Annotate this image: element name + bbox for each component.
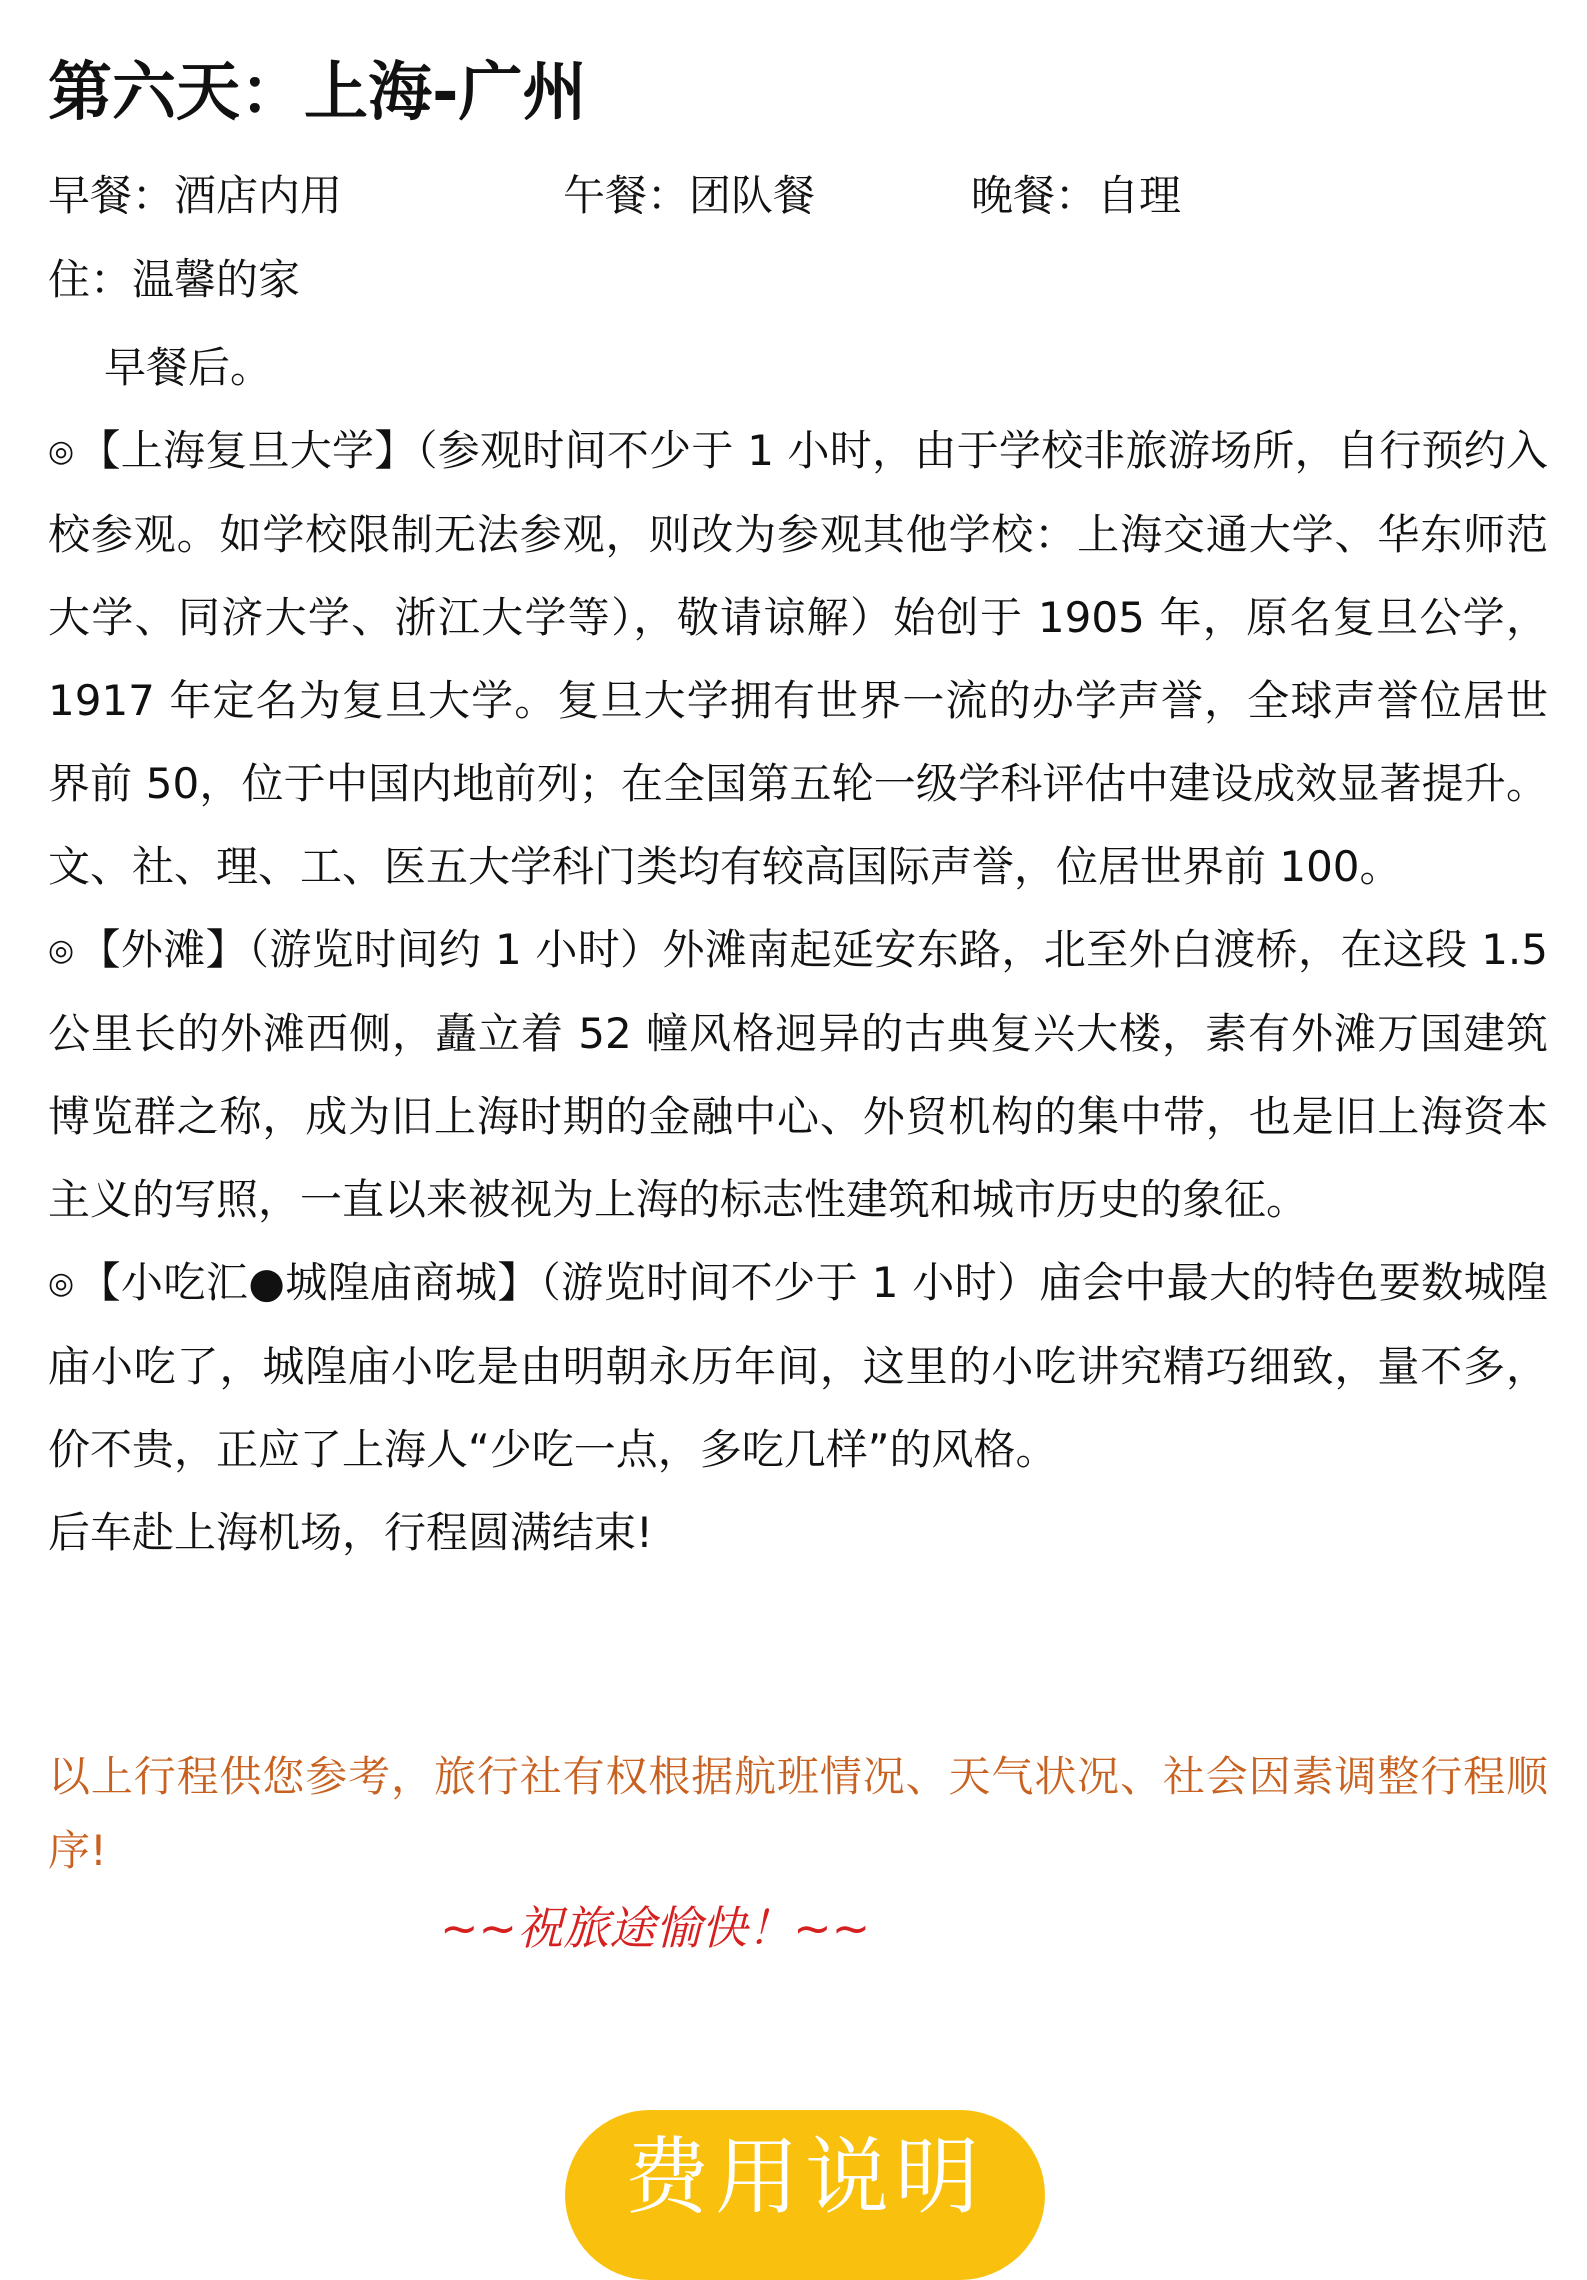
paragraph-fudan — [48, 409, 1548, 908]
travel-wish: ~~祝旅途愉快！~~ — [440, 1901, 871, 1955]
fee-explanation-button[interactable] — [565, 2110, 1045, 2280]
paragraph-snacks — [48, 1241, 1548, 1491]
meal-breakfast: 早餐：酒店内用 — [48, 171, 343, 220]
meal-lunch: 午餐：团队餐 — [563, 171, 816, 220]
meal-dinner: 晚餐：自理 — [971, 171, 1182, 220]
paragraph-text: 后车赴上海机场，行程圆满结束! — [48, 1508, 653, 1557]
paragraph-text: 【上海复旦大学】（参观时间不少于 1 小时，由于学校非旅游场所，自行预约入校参观。如学校限制无法参观，则改为参观其他学校：上海交通大学、华东师范大学、同济大学、浙江大学等），敬请谅解）始创于 1905 年，原名复旦公学，1917 年定名为复旦大学。复旦大学拥有世界一流的办学声誉，全球声誉位居世界前 50，位于中国内地前列；在全国第五轮一级学科评估中建设成效显著提升。文、社、理、工、医五大学科门类均有较高国际声誉，位居世界前 100。 — [48, 426, 1548, 891]
itinerary-notice: 以上行程供您参考，旅行社有权根据航班情况、天气状况、社会因素调整行程顺序! — [48, 1752, 1548, 1875]
bullet-icon: ◎ — [48, 933, 75, 968]
itinerary-body — [48, 326, 1548, 1574]
bullet-icon: ◎ — [48, 1266, 75, 1301]
paragraph-end — [48, 1491, 1548, 1574]
day-title: 第六天：上海-广州 — [48, 56, 587, 130]
paragraph-text: 早餐后。 — [104, 343, 273, 392]
bullet-icon: ◎ — [48, 434, 75, 469]
fee-explanation-label: 费用说明 — [624, 2128, 985, 2226]
accommodation: 住：温馨的家 — [48, 255, 301, 304]
paragraph-text: 【小吃汇●城隍庙商城】（游览时间不少于 1 小时）庙会中最大的特色要数城隍庙小吃了，城隍庙小吃是由明朝永历年间，这里的小吃讲究精巧细致，量不多，价不贵，正应了上海人“少吃一点，多吃几样”的风格。 — [48, 1258, 1548, 1474]
paragraph-text: 【外滩】（游览时间约 1 小时）外滩南起延安东路，北至外白渡桥，在这段 1.5 公里长的外滩西侧，矗立着 52 幢风格迥异的古典复兴大楼，素有外滩万国建筑博览群之称，成为旧上海时期的金融中心、外贸机构的集中带，也是旧上海资本主义的写照，一直以来被视为上海的标志性建筑和城市历史的象征。 — [48, 925, 1548, 1224]
meals-row — [48, 160, 1548, 232]
paragraph-bund — [48, 908, 1548, 1241]
paragraph-breakfast — [48, 326, 1548, 409]
